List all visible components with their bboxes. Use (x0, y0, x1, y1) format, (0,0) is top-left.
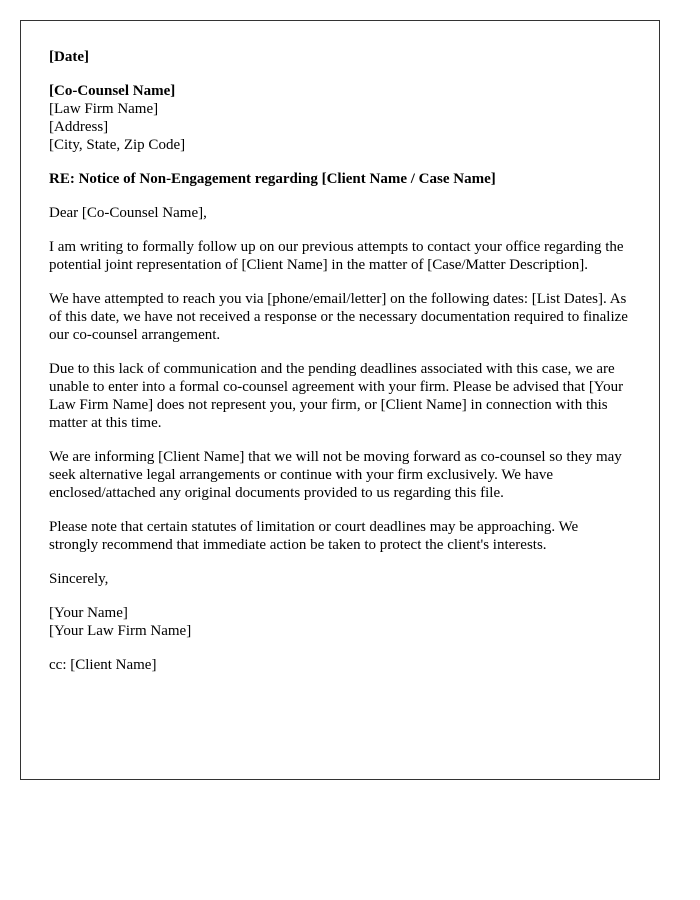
body-paragraph-5: Please note that certain statutes of limitation or court deadlines may be approaching. We strongly recommend that immediate action be taken to protect the client's interests. (49, 519, 579, 553)
recipient-block (49, 82, 631, 154)
cc-line: cc: [Client Name] (49, 657, 157, 673)
subject-line: RE: Notice of Non-Engagement regarding [Client Name / Case Name] (49, 171, 496, 187)
recipient-name: [Co-Counsel Name] (49, 83, 176, 99)
recipient-firm: [Law Firm Name] (49, 101, 159, 117)
closing: Sincerely, (49, 571, 109, 587)
body-paragraph-1: I am writing to formally follow up on our previous attempts to contact your office regarding the potential joint representation of [Client Name] in the matter of [Case/Matter Description]. (49, 239, 624, 273)
signature-block (49, 604, 631, 640)
letter-date: [Date] (49, 49, 89, 65)
salutation: Dear [Co-Counsel Name], (49, 205, 207, 221)
body-paragraph-4: We are informing [Client Name] that we will not be moving forward as co-counsel so they may seek alternative legal arrangements or continue with your firm exclusively. We have enclosed/attached any original documents provided to us regarding this file. (49, 449, 622, 501)
body-paragraph-2: We have attempted to reach you via [phone/email/letter] on the following dates: [List Dates]. As of this date, we have not received a response or the necessary documentation required to finalize our co-counsel arrangement. (49, 291, 628, 343)
signature-name: [Your Name] (49, 605, 128, 621)
letter-page (20, 20, 660, 780)
body-paragraph-3: Due to this lack of communication and the pending deadlines associated with this case, we are unable to enter into a formal co-counsel agreement with your firm. Please be advised that [Your Law Firm Name] does not represent you, your firm, or [Client Name] in connection with this matter at this time. (49, 361, 624, 431)
recipient-address: [Address] (49, 119, 109, 135)
recipient-city-state-zip: [City, State, Zip Code] (49, 137, 186, 153)
signature-firm: [Your Law Firm Name] (49, 623, 192, 639)
